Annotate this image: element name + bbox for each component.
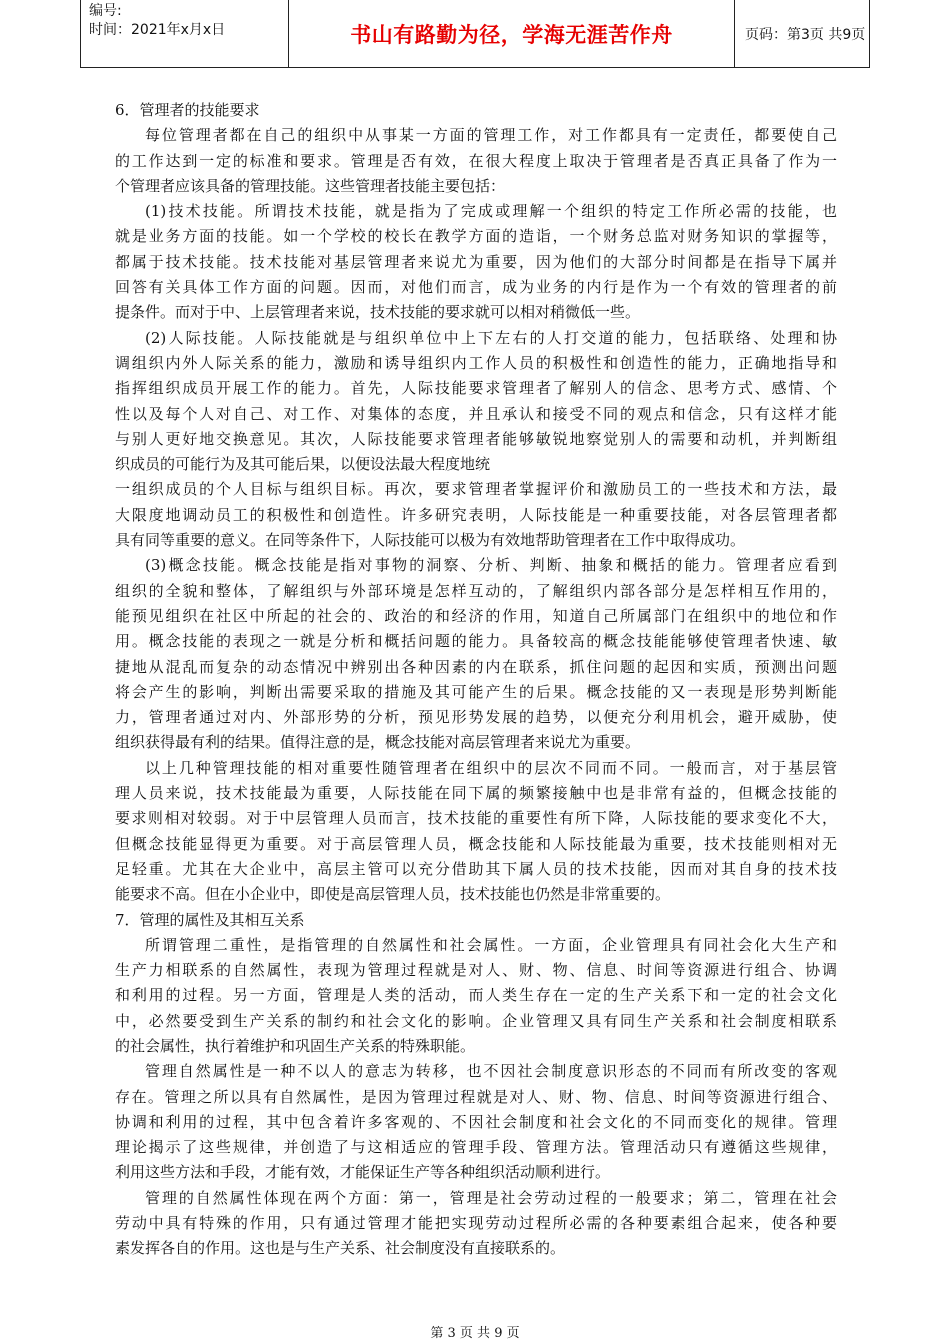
text-line: 指挥组织成员开展工作的能力。首先，人际技能要求管理者了解别人的信念、思考方式、感情、个: [115, 379, 837, 398]
text-line: 组织的全貌和整体，了解组织与外部环境是怎样互动的，了解组织内部各部分是怎样相互作用的，: [115, 581, 837, 600]
text-line: 回答有关具体工作方面的问题。因而，对他们而言，成为业务的内行是作为一个有效的管理者的前: [115, 278, 837, 297]
text-line: 劳动中具有特殊的作用，只有通过管理才能把实现劳动过程所必需的各种要素组合起来，使各种要: [115, 1214, 837, 1233]
text-line: 一组织成员的个人目标与组织目标。再次，要求管理者掌握评价和激励员工的一些技术和方法，最: [115, 480, 837, 499]
footer-page-number: 第 3 页 共 9 页: [430, 1326, 520, 1341]
document-header: [80, 0, 870, 68]
text-line: 协调和利用的过程，其中包含着许多客观的、不因社会制度和社会文化的不同而变化的规律。管理: [115, 1112, 837, 1131]
text-line: 6．管理者的技能要求: [115, 101, 260, 119]
document-time-label: 时间：2021年x月x日: [89, 22, 226, 38]
text-line: 每位管理者都在自己的组织中从事某一方面的管理工作，对工作都具有一定责任，都要使自己: [145, 126, 837, 145]
header-meta: [81, 0, 289, 67]
text-line: 用。概念技能的表现之一就是分析和概括问题的能力。具备较高的概念技能能够使管理者快速、敏: [115, 632, 837, 651]
header-page-label: 页码：第3页 共9页: [745, 26, 866, 43]
document-number-label: 编号:: [89, 3, 122, 19]
text-line: 足轻重。尤其在大企业中，高层主管可以充分借助其下属人员的技术技能，因而对其自身的技术技: [115, 859, 837, 878]
text-line: 大限度地调动员工的积极性和创造性。许多研究表明，人际技能是一种重要技能，对各层管理者都: [115, 505, 837, 524]
text-line: 调组织内外人际关系的能力，激励和诱导组织内工作人员的积极性和创造性的能力，正确地指导和: [115, 353, 837, 372]
text-line: 7．管理的属性及其相互关系: [115, 910, 305, 929]
text-line: 利用这些方法和手段，才能有效，才能保证生产等各种组织活动顺利进行。: [115, 1163, 611, 1182]
text-line: 的工作达到一定的标准和要求。管理是否有效，在很大程度上取决于管理者是否真正具备了作为一: [115, 151, 837, 170]
header-page-cell: [735, 0, 871, 67]
text-line: (3)概念技能。概念技能是指对事物的洞察、分析、判断、抽象和概括的能力。管理者应看到: [145, 556, 837, 575]
text-line: 力，管理者通过对内、外部形势的分析，预见形势发展的趋势，以便充分利用机会，避开威胁，使: [115, 708, 837, 727]
text-line: 将会产生的影响，判断出需要采取的措施及其可能产生的后果。概念技能的又一表现是形势判断能: [115, 682, 837, 701]
text-line: 组织获得最有利的结果。值得注意的是，概念技能对高层管理者来说尤为重要。: [115, 733, 641, 752]
document-body: [115, 98, 837, 1262]
text-line: 性以及每个人对自己、对工作、对集体的态度，并且承认和接受不同的观点和信念，只有这样才能: [115, 404, 837, 423]
text-line: 存在。管理之所以具有自然属性，是因为管理过程就是对人、财、物、信息、时间等资源进行组合、: [115, 1087, 837, 1106]
text-line: 与别人更好地交换意见。其次，人际技能要求管理者能够敏锐地察觉别人的需要和动机，并判断组: [115, 429, 837, 448]
text-line: 和利用的过程。另一方面，管理是人类的活动，而人类生存在一定的生产关系下和一定的社会文化: [115, 986, 837, 1005]
text-line: 的社会属性，执行着维护和巩固生产关系的特殊职能。: [115, 1036, 476, 1055]
text-line: (2)人际技能。人际技能就是与组织单位中上下左右的人打交道的能力，包括联络、处理和协: [145, 328, 837, 347]
text-line: 素发挥各自的作用。这也是与生产关系、社会制度没有直接联系的。: [115, 1239, 566, 1258]
text-line: 织成员的可能行为及其可能后果，以便设法最大程度地统: [115, 455, 491, 474]
text-line: 都属于技术技能。技术技能对基层管理者来说尤为重要，因为他们的大部分时间都是在指导下属并: [115, 252, 837, 271]
text-line: 但概念技能显得更为重要。对于高层管理人员，概念技能和人际技能最为重要，技术技能则相对无: [115, 834, 837, 853]
text-line: 理人员来说，技术技能最为重要，人际技能在同下属的频繁接触中也是非常有益的，但概念技能的: [115, 784, 837, 803]
header-motto-cell: [289, 0, 735, 67]
text-line: 就是业务方面的技能。如一个学校的校长在教学方面的造诣，一个财务总监对财务知识的掌握等，: [115, 227, 837, 246]
text-line: 个管理者应该具备的管理技能。这些管理者技能主要包括：: [115, 176, 506, 195]
text-line: 提条件。而对于中、上层管理者来说，技术技能的要求就可以相对稍微低一些。: [115, 303, 641, 322]
text-line: 管理自然属性是一种不以人的意志为转移，也不因社会制度意识形态的不同而有所改变的客观: [145, 1062, 837, 1081]
text-line: 具有同等重要的意义。在同等条件下，人际技能可以极为有效地帮助管理者在工作中取得成功。: [115, 531, 746, 550]
text-line: 中，必然要受到生产关系的制约和社会文化的影响。企业管理又具有同生产关系和社会制度相联系: [115, 1011, 837, 1030]
text-line: 要求则相对较弱。对于中层管理人员而言，技术技能的重要性有所下降，人际技能的要求变化不大，: [115, 809, 837, 828]
text-line: 生产力相联系的自然属性，表现为管理过程就是对人、财、物、信息、时间等资源进行组合、协调: [115, 961, 837, 980]
text-line: 能预见组织在社区中所起的社会的、政治的和经济的作用，知道自己所属部门在组织中的地位和作: [115, 606, 837, 625]
text-line: 以上几种管理技能的相对重要性随管理者在组织中的层次不同而不同。一般而言，对于基层管: [145, 758, 837, 777]
page-footer: [0, 1322, 950, 1341]
text-line: (1)技术技能。所谓技术技能，就是指为了完成或理解一个组织的特定工作所必需的技能，也: [145, 202, 837, 221]
header-motto: 书山有路勤为径，学海无涯苦作舟: [350, 21, 673, 47]
text-line: 理论揭示了这些规律，并创造了与这相适应的管理手段、管理方法。管理活动只有遵循这些规律，: [115, 1138, 837, 1157]
text-line: 管理的自然属性体现在两个方面：第一，管理是社会劳动过程的一般要求；第二，管理在社会: [145, 1188, 837, 1207]
text-line: 所谓管理二重性，是指管理的自然属性和社会属性。一方面，企业管理具有同社会化大生产和: [145, 935, 837, 954]
text-line: 能要求不高。但在小企业中，即使是高层管理人员，技术技能也仍然是非常重要的。: [115, 885, 671, 904]
text-line: 捷地从混乱而复杂的动态情况中辨别出各种因素的内在联系，抓住问题的起因和实质，预测出问题: [115, 657, 837, 676]
